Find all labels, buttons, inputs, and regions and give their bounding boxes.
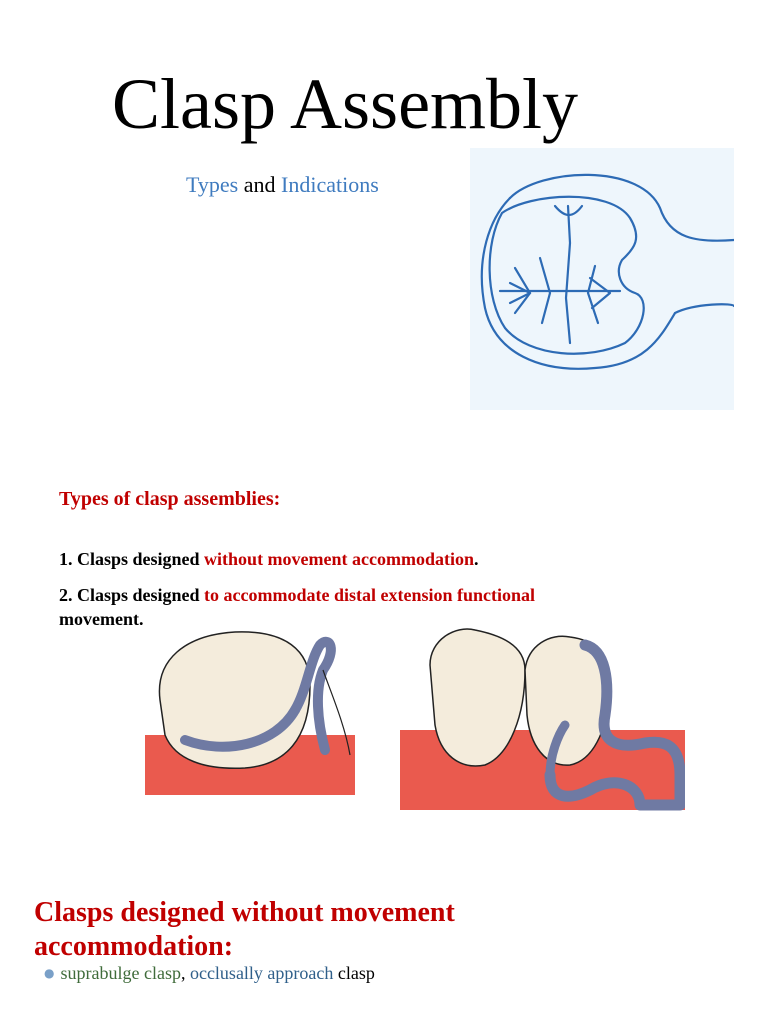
item1-suffix: . <box>474 549 479 569</box>
slide-types <box>0 440 768 860</box>
bullet-occlusally-approach: occlusally approach <box>189 963 334 983</box>
subtitle-and: and <box>243 172 276 197</box>
bullet-suprabulge: suprabulge clasp <box>60 963 181 983</box>
slide-title <box>0 0 768 440</box>
bullet-comma: , <box>180 963 186 983</box>
list-item <box>59 548 479 570</box>
subtitle-indications: Indications <box>281 172 379 197</box>
subtitle-types: Types <box>186 172 239 197</box>
list-item <box>59 584 535 606</box>
slide-without-movement <box>0 860 768 1024</box>
tooth-occlusal-clasp-diagram-icon <box>470 148 734 410</box>
list-item-continuation: movement. <box>59 609 144 629</box>
page-subtitle <box>186 172 379 198</box>
item2-prefix: 2. Clasps designed <box>59 585 200 605</box>
section-heading: Clasps designed without movement accommodation: <box>34 897 455 962</box>
item1-prefix: 1. Clasps designed <box>59 549 200 569</box>
section-heading: Types of clasp assemblies: <box>59 488 281 510</box>
suprabulge-clasp-illustration-icon <box>145 630 355 795</box>
page-title: Clasp Assembly <box>112 64 579 144</box>
distal-extension-clasp-illustration-icon <box>400 625 685 825</box>
item1-highlight: without movement accommodation <box>204 549 475 569</box>
bullet-item <box>44 963 375 984</box>
bullet-clasp: clasp <box>337 963 375 983</box>
item2-highlight: to accommodate distal extension functional <box>204 585 536 605</box>
bullet-dot-icon: ● <box>44 966 55 980</box>
